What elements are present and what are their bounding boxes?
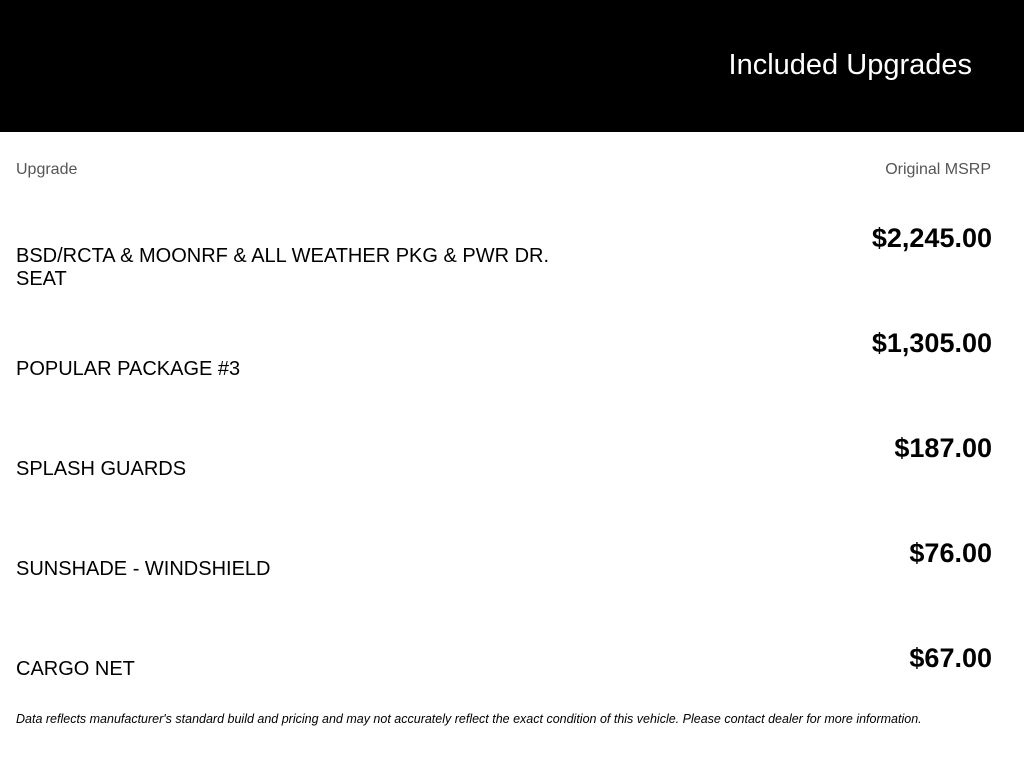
upgrade-price: $76.00 (909, 538, 992, 568)
upgrade-name: SPLASH GUARDS (16, 458, 187, 480)
upgrade-name: SUNSHADE - WINDSHIELD (16, 558, 271, 580)
upgrade-name: BSD/RCTA & MOONRF & ALL WEATHER PKG & PWR DR. SEAT (16, 245, 550, 290)
upgrade-name: CARGO NET (16, 658, 135, 680)
upgrade-price: $187.00 (894, 433, 992, 463)
msrp-column-header: Original MSRP (885, 161, 991, 178)
upgrade-price: $67.00 (909, 643, 992, 673)
upgrade-price: $1,305.00 (871, 328, 992, 358)
upgrade-row (0, 537, 1024, 597)
upgrade-row (0, 642, 1024, 702)
disclaimer-text: Data reflects manufacturer's standard build and pricing and may not accurately reflect the exact condition of this vehicle. Please contact dealer for more information. (16, 712, 922, 726)
upgrade-column-header: Upgrade (16, 161, 78, 178)
upgrade-row (0, 222, 1024, 290)
header-bar (0, 0, 1024, 132)
page-title: Included Upgrades (728, 49, 972, 81)
upgrade-name: POPULAR PACKAGE #3 (16, 358, 241, 380)
upgrade-row (0, 432, 1024, 492)
upgrade-price: $2,245.00 (871, 223, 992, 253)
upgrade-row (0, 327, 1024, 387)
